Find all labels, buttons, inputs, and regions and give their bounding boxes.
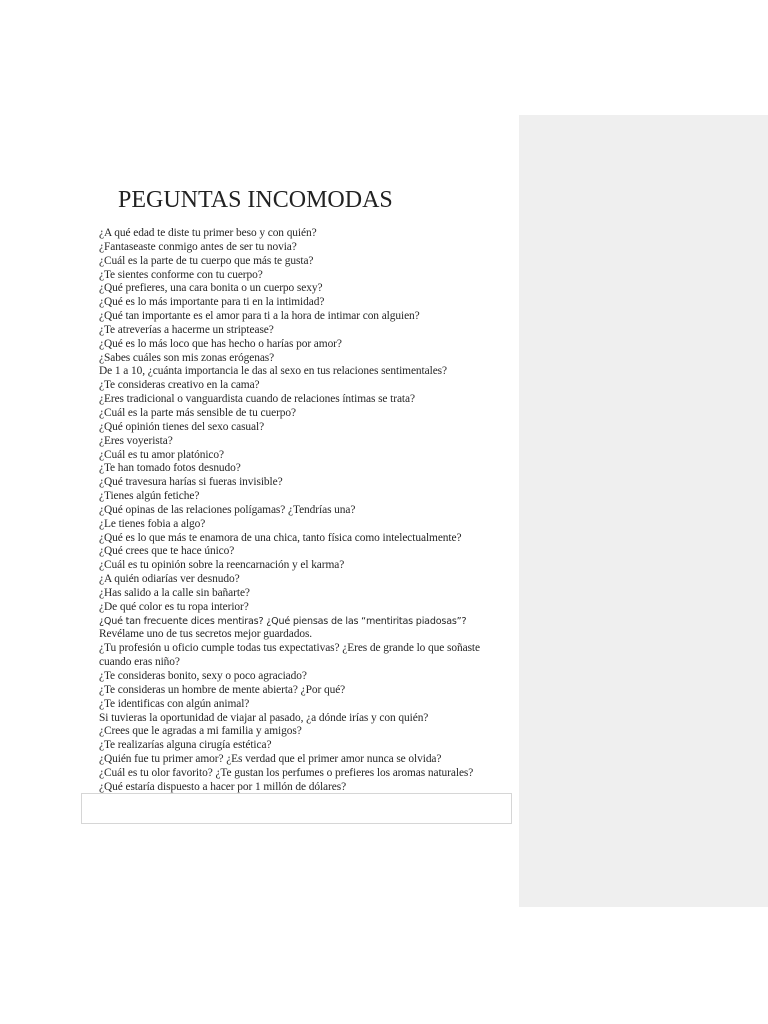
question-item: De 1 a 10, ¿cuánta importancia le das al sexo en tus relaciones sentimentales? — [99, 365, 447, 378]
question-item: ¿A quién odiarías ver desnudo? — [99, 573, 240, 586]
question-item: ¿Sabes cuáles son mis zonas erógenas? — [99, 351, 275, 364]
empty-text-box — [81, 793, 512, 824]
question-item: ¿Qué es lo que más te enamora de una chica, tanto física como intelectualmente? — [99, 531, 462, 544]
question-item: ¿De qué color es tu ropa interior? — [99, 600, 249, 613]
question-list — [99, 227, 509, 795]
question-item: ¿A qué edad te diste tu primer beso y con quién? — [99, 227, 317, 239]
question-item: ¿Te consideras bonito, sexy o poco agraciado? — [99, 670, 307, 682]
question-item: ¿Qué opinión tienes del sexo casual? — [99, 420, 265, 433]
question-item: ¿Te consideras creativo en la cama? — [99, 379, 260, 392]
question-item: ¿Cuál es tu olor favorito? ¿Te gustan los perfumes o prefieres los aromas naturales? — [99, 766, 474, 779]
question-item: ¿Qué opinas de las relaciones polígamas? ¿Tendrías una? — [99, 503, 356, 516]
question-item: ¿Te sientes conforme con tu cuerpo? — [99, 268, 263, 281]
question-item: ¿Qué crees que te hace único? — [99, 545, 235, 558]
question-item: Si tuvieras la oportunidad de viajar al pasado, ¿a dónde irías y con quién? — [99, 711, 429, 724]
question-item: ¿Qué tan importante es el amor para ti a la hora de intimar con alguien? — [99, 310, 420, 323]
question-item: ¿Quién fue tu primer amor? ¿Es verdad que el primer amor nunca se olvida? — [99, 753, 442, 766]
question-item: ¿Qué tan frecuente dices mentiras? ¿Qué piensas de las “mentiritas piadosas”? — [99, 615, 467, 627]
question-item: ¿Te han tomado fotos desnudo? — [99, 462, 241, 475]
question-item: ¿Eres voyerista? — [99, 434, 173, 447]
question-item: ¿Fantaseaste conmigo antes de ser tu novia? — [99, 240, 297, 253]
question-item: ¿Qué travesura harías si fueras invisible? — [99, 476, 283, 489]
document-title: PEGUNTAS INCOMODAS — [118, 187, 393, 213]
question-item: ¿Cuál es tu opinión sobre la reencarnación y el karma? — [99, 559, 345, 572]
question-item: ¿Qué es lo más loco que has hecho o harías por amor? — [99, 337, 342, 350]
question-item: ¿Crees que le agradas a mi familia y amigos? — [99, 725, 302, 738]
question-item: ¿Has salido a la calle sin bañarte? — [99, 586, 250, 599]
question-item: ¿Cuál es la parte de tu cuerpo que más te gusta? — [99, 254, 314, 267]
question-item: ¿Te identificas con algún animal? — [99, 697, 250, 710]
question-item: ¿Qué prefieres, una cara bonita o un cuerpo sexy? — [99, 282, 323, 295]
question-item: Revélame uno de tus secretos mejor guardados. — [99, 628, 313, 641]
question-item: ¿Te atreverías a hacerme un striptease? — [99, 323, 274, 336]
question-item: ¿Eres tradicional o vanguardista cuando de relaciones íntimas se trata? — [99, 393, 415, 406]
question-item: ¿Te consideras un hombre de mente abierta? ¿Por qué? — [99, 683, 346, 696]
question-item: ¿Cuál es la parte más sensible de tu cuerpo? — [99, 406, 297, 419]
question-item: ¿Te realizarías alguna cirugía estética? — [99, 739, 272, 752]
question-item: ¿Cuál es tu amor platónico? — [99, 448, 224, 461]
question-item: ¿Tu profesión u oficio cumple todas tus expectativas? ¿Eres de grande lo que soñaste cuando eras niño? — [99, 642, 480, 669]
comments-pane — [519, 115, 768, 907]
question-item: ¿Tienes algún fetiche? — [99, 490, 200, 503]
question-item: ¿Qué es lo más importante para ti en la intimidad? — [99, 296, 325, 309]
question-item: ¿Qué estaría dispuesto a hacer por 1 millón de dólares? — [99, 780, 347, 793]
question-item: ¿Le tienes fobia a algo? — [99, 517, 206, 530]
